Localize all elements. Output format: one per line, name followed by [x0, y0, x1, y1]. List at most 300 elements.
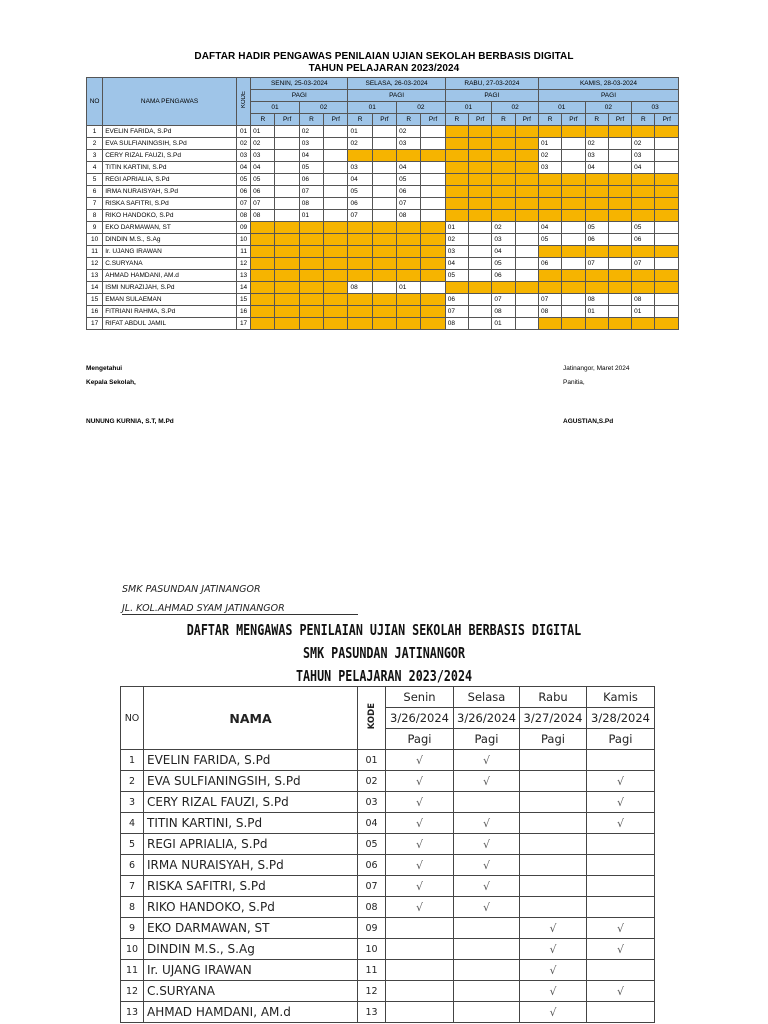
- supervisor-code: 03: [236, 150, 250, 162]
- empty-cell: [587, 897, 655, 918]
- doc1-attendance-table: [86, 77, 679, 330]
- unassigned-cell: [372, 246, 396, 258]
- unassigned-cell: [421, 294, 445, 306]
- school-name: SMK PASUNDAN JATINANGOR: [122, 584, 261, 595]
- room-cell: 02: [445, 234, 468, 246]
- unassigned-cell: [469, 174, 492, 186]
- unassigned-cell: [397, 270, 421, 282]
- table-row: [121, 792, 655, 813]
- empty-cell: [454, 918, 520, 939]
- day-selasa: Selasa: [454, 687, 520, 708]
- room-cell: [655, 258, 679, 270]
- doc2-subtitle: SMK PASUNDAN JATINANGOR: [302, 644, 466, 662]
- check-mark: √: [454, 834, 520, 855]
- room-cell: 04: [348, 174, 372, 186]
- check-mark: √: [587, 792, 655, 813]
- supervisor-code: 07: [236, 198, 250, 210]
- room-cell: 02: [632, 138, 655, 150]
- unassigned-cell: [251, 222, 275, 234]
- day-senin: SENIN, 25-03-2024: [251, 78, 348, 90]
- unassigned-cell: [397, 258, 421, 270]
- principal-name: NUNUNG KURNIA, S.T, M.Pd: [86, 418, 174, 425]
- supervisor-code: 09: [358, 918, 386, 939]
- room-cell: 07: [397, 198, 421, 210]
- empty-cell: [520, 855, 587, 876]
- unassigned-cell: [492, 138, 515, 150]
- empty-cell: [520, 834, 587, 855]
- unassigned-cell: [515, 282, 538, 294]
- room-prf-label: Prf: [372, 114, 396, 126]
- empty-cell: [454, 981, 520, 1002]
- unassigned-cell: [421, 306, 445, 318]
- unassigned-cell: [632, 270, 655, 282]
- unassigned-cell: [608, 174, 631, 186]
- unassigned-cell: [324, 270, 348, 282]
- room-cell: 02: [299, 126, 323, 138]
- unassigned-cell: [397, 294, 421, 306]
- room-cell: 04: [445, 258, 468, 270]
- room-cell: 07: [348, 210, 372, 222]
- supervisor-code: 12: [236, 258, 250, 270]
- supervisor-code: 05: [358, 834, 386, 855]
- row-number: 15: [87, 294, 103, 306]
- empty-cell: [454, 960, 520, 981]
- row-number: 9: [87, 222, 103, 234]
- unassigned-cell: [251, 306, 275, 318]
- room-cell: [608, 294, 631, 306]
- room-cell: 04: [251, 162, 275, 174]
- room-cell: [324, 186, 348, 198]
- unassigned-cell: [585, 246, 608, 258]
- unassigned-cell: [299, 234, 323, 246]
- room-r-label: R: [251, 114, 275, 126]
- room-cell: [372, 186, 396, 198]
- unassigned-cell: [608, 210, 631, 222]
- row-number: 14: [87, 282, 103, 294]
- supervisor-name: EKO DARMAWAN, ST: [103, 222, 237, 234]
- supervisor-name: EVELIN FARIDA, S.Pd: [103, 126, 237, 138]
- date-senin: 3/26/2024: [386, 708, 454, 729]
- unassigned-cell: [445, 282, 468, 294]
- unassigned-cell: [655, 270, 679, 282]
- header-name: NAMA: [144, 687, 358, 750]
- unassigned-cell: [608, 282, 631, 294]
- supervisor-code: 11: [358, 960, 386, 981]
- unassigned-cell: [421, 270, 445, 282]
- empty-cell: [454, 792, 520, 813]
- unassigned-cell: [562, 210, 585, 222]
- room-cell: [655, 162, 679, 174]
- room-cell: [469, 294, 492, 306]
- room-cell: 08: [585, 294, 608, 306]
- check-mark: √: [587, 771, 655, 792]
- unassigned-cell: [299, 222, 323, 234]
- room-cell: [275, 210, 299, 222]
- row-number: 3: [121, 792, 144, 813]
- table-row: [87, 210, 679, 222]
- check-mark: √: [386, 750, 454, 771]
- room-cell: [421, 126, 445, 138]
- room-cell: [562, 138, 585, 150]
- supervisor-name: EMAN SULAEMAN: [103, 294, 237, 306]
- session-label: PAGI: [538, 90, 678, 102]
- room-cell: [608, 234, 631, 246]
- table-row: [87, 234, 679, 246]
- table-row: [87, 282, 679, 294]
- unassigned-cell: [515, 150, 538, 162]
- unassigned-cell: [299, 318, 323, 330]
- room-cell: [515, 318, 538, 330]
- supervisor-name: RIFAT ABDUL JAMIL: [103, 318, 237, 330]
- unassigned-cell: [469, 126, 492, 138]
- unassigned-cell: [324, 222, 348, 234]
- room-cell: 02: [251, 138, 275, 150]
- unassigned-cell: [655, 174, 679, 186]
- room-cell: 07: [492, 294, 515, 306]
- unassigned-cell: [299, 294, 323, 306]
- room-cell: [421, 282, 445, 294]
- room-cell: [372, 210, 396, 222]
- table-row: [87, 150, 679, 162]
- table-row: [121, 876, 655, 897]
- room-cell: [562, 222, 585, 234]
- room-cell: 06: [445, 294, 468, 306]
- room-cell: [562, 294, 585, 306]
- supervisor-code: 14: [236, 282, 250, 294]
- supervisor-name: AHMAD HAMDANI, AM.d: [144, 1002, 358, 1023]
- room-cell: [421, 162, 445, 174]
- row-number: 5: [87, 174, 103, 186]
- supervisor-name: ISMI NURAZIJAH, S.Pd: [103, 282, 237, 294]
- row-number: 2: [121, 771, 144, 792]
- supervisor-code: 13: [358, 1002, 386, 1023]
- unassigned-cell: [275, 294, 299, 306]
- supervisor-name: REGI APRIALIA, S.Pd: [103, 174, 237, 186]
- check-mark: √: [454, 750, 520, 771]
- supervisor-code: 08: [358, 897, 386, 918]
- supervisor-code: 02: [236, 138, 250, 150]
- room-cell: [372, 162, 396, 174]
- unassigned-cell: [492, 150, 515, 162]
- room-cell: 03: [397, 138, 421, 150]
- unassigned-cell: [251, 318, 275, 330]
- session-label: Pagi: [454, 729, 520, 750]
- room-cell: 08: [492, 306, 515, 318]
- room-cell: 06: [492, 270, 515, 282]
- supervisor-code: 02: [358, 771, 386, 792]
- room-cell: [515, 234, 538, 246]
- unassigned-cell: [608, 246, 631, 258]
- unassigned-cell: [538, 270, 561, 282]
- room-cell: 06: [251, 186, 275, 198]
- unassigned-cell: [372, 222, 396, 234]
- day-kamis: Kamis: [587, 687, 655, 708]
- table-row: [87, 258, 679, 270]
- unassigned-cell: [562, 246, 585, 258]
- unassigned-cell: [469, 162, 492, 174]
- unassigned-cell: [538, 198, 561, 210]
- unassigned-cell: [632, 210, 655, 222]
- row-number: 6: [121, 855, 144, 876]
- header-no: NO: [121, 687, 144, 750]
- unassigned-cell: [515, 138, 538, 150]
- row-number: 2: [87, 138, 103, 150]
- row-number: 5: [121, 834, 144, 855]
- unassigned-cell: [397, 150, 421, 162]
- room-cell: [469, 234, 492, 246]
- unassigned-cell: [445, 198, 468, 210]
- room-cell: [469, 246, 492, 258]
- day-selasa: SELASA, 26-03-2024: [348, 78, 445, 90]
- check-mark: √: [386, 834, 454, 855]
- room-cell: 01: [348, 126, 372, 138]
- room-cell: [421, 186, 445, 198]
- supervisor-name: EKO DARMAWAN, ST: [144, 918, 358, 939]
- unassigned-cell: [585, 318, 608, 330]
- room-cell: [655, 138, 679, 150]
- check-mark: √: [454, 855, 520, 876]
- supervisor-code: 08: [236, 210, 250, 222]
- room-r-label: R: [348, 114, 372, 126]
- unassigned-cell: [275, 270, 299, 282]
- room-cell: [372, 174, 396, 186]
- room-cell: [608, 222, 631, 234]
- room-cell: [608, 162, 631, 174]
- unassigned-cell: [421, 258, 445, 270]
- unassigned-cell: [655, 210, 679, 222]
- supervisor-name: IRMA NURAISYAH, S.Pd: [103, 186, 237, 198]
- row-number: 1: [87, 126, 103, 138]
- table-row: [87, 138, 679, 150]
- supervisor-name: EVA SULFIANINGSIH, S.Pd: [144, 771, 358, 792]
- unassigned-cell: [515, 210, 538, 222]
- room-cell: 01: [397, 282, 421, 294]
- empty-cell: [386, 1002, 454, 1023]
- check-mark: √: [587, 981, 655, 1002]
- table-row: [87, 198, 679, 210]
- room-prf-label: Prf: [655, 114, 679, 126]
- unassigned-cell: [324, 318, 348, 330]
- unassigned-cell: [251, 294, 275, 306]
- unassigned-cell: [632, 126, 655, 138]
- room-cell: 02: [397, 126, 421, 138]
- room-cell: 04: [492, 246, 515, 258]
- room-cell: [372, 282, 396, 294]
- unassigned-cell: [562, 174, 585, 186]
- room-cell: 06: [585, 234, 608, 246]
- unassigned-cell: [608, 126, 631, 138]
- unassigned-cell: [632, 282, 655, 294]
- room-cell: 01: [445, 222, 468, 234]
- room-cell: [421, 174, 445, 186]
- room-cell: [372, 126, 396, 138]
- supervisor-name: RIKO HANDOKO, S.Pd: [103, 210, 237, 222]
- room-cell: [608, 258, 631, 270]
- supervisor-code: 15: [236, 294, 250, 306]
- empty-cell: [454, 1002, 520, 1023]
- supervisor-name: EVELIN FARIDA, S.Pd: [144, 750, 358, 771]
- unassigned-cell: [469, 198, 492, 210]
- unassigned-cell: [348, 306, 372, 318]
- table-row: [121, 918, 655, 939]
- room-cell: 03: [538, 162, 561, 174]
- empty-cell: [520, 792, 587, 813]
- room-cell: 08: [299, 198, 323, 210]
- table-row: [121, 813, 655, 834]
- room-cell: 01: [585, 306, 608, 318]
- supervisor-name: DINDIN M.S., S.Ag: [144, 939, 358, 960]
- table-row: [121, 1002, 655, 1023]
- room-cell: 05: [632, 222, 655, 234]
- room-cell: 03: [492, 234, 515, 246]
- unassigned-cell: [632, 174, 655, 186]
- unassigned-cell: [275, 246, 299, 258]
- room-cell: 03: [299, 138, 323, 150]
- room-cell: 05: [251, 174, 275, 186]
- table-row: [87, 222, 679, 234]
- doc2-year: TAHUN PELAJARAN 2023/2024: [295, 667, 473, 685]
- table-row: [87, 270, 679, 282]
- supervisor-name: CERY RIZAL FAUZI, S.Pd: [144, 792, 358, 813]
- date-rabu: 3/27/2024: [520, 708, 587, 729]
- supervisor-name: RISKA SAFITRI, S.Pd: [144, 876, 358, 897]
- supervisor-code: 10: [358, 939, 386, 960]
- unassigned-cell: [421, 234, 445, 246]
- room-cell: 07: [585, 258, 608, 270]
- room-cell: [655, 306, 679, 318]
- empty-cell: [587, 1002, 655, 1023]
- check-mark: √: [454, 876, 520, 897]
- row-number: 9: [121, 918, 144, 939]
- row-number: 10: [121, 939, 144, 960]
- room-cell: 07: [538, 294, 561, 306]
- unassigned-cell: [632, 318, 655, 330]
- supervisor-name: EVA SULFIANINGSIH, S.Pd: [103, 138, 237, 150]
- room-label: 03: [632, 102, 679, 114]
- unassigned-cell: [655, 186, 679, 198]
- unassigned-cell: [445, 126, 468, 138]
- sign-right-2: Panitia,: [563, 379, 585, 386]
- sign-left-1: Mengetahui: [86, 365, 123, 372]
- room-r-label: R: [585, 114, 608, 126]
- school-address: JL. KOL.AHMAD SYAM JATINANGOR: [122, 603, 358, 615]
- check-mark: √: [520, 918, 587, 939]
- unassigned-cell: [348, 258, 372, 270]
- row-number: 12: [121, 981, 144, 1002]
- unassigned-cell: [492, 174, 515, 186]
- room-cell: 03: [445, 246, 468, 258]
- unassigned-cell: [538, 186, 561, 198]
- committee-name: AGUSTIAN,S.Pd: [563, 418, 614, 425]
- unassigned-cell: [585, 126, 608, 138]
- room-r-label: R: [397, 114, 421, 126]
- unassigned-cell: [348, 294, 372, 306]
- unassigned-cell: [299, 270, 323, 282]
- row-number: 4: [121, 813, 144, 834]
- room-cell: [655, 294, 679, 306]
- room-cell: [324, 198, 348, 210]
- row-number: 7: [87, 198, 103, 210]
- unassigned-cell: [632, 246, 655, 258]
- check-mark: √: [587, 813, 655, 834]
- unassigned-cell: [372, 318, 396, 330]
- check-mark: √: [587, 918, 655, 939]
- unassigned-cell: [324, 306, 348, 318]
- doc1-subtitle: TAHUN PELAJARAN 2023/2024: [308, 63, 460, 74]
- supervisor-code: 04: [236, 162, 250, 174]
- supervisor-name: REGI APRIALIA, S.Pd: [144, 834, 358, 855]
- supervisor-name: Ir. UJANG IRAWAN: [144, 960, 358, 981]
- row-number: 17: [87, 318, 103, 330]
- room-cell: [421, 198, 445, 210]
- row-number: 1: [121, 750, 144, 771]
- unassigned-cell: [445, 150, 468, 162]
- room-cell: [275, 162, 299, 174]
- unassigned-cell: [469, 186, 492, 198]
- supervisor-code: 16: [236, 306, 250, 318]
- unassigned-cell: [251, 246, 275, 258]
- unassigned-cell: [251, 282, 275, 294]
- room-prf-label: Prf: [469, 114, 492, 126]
- unassigned-cell: [324, 246, 348, 258]
- empty-cell: [520, 876, 587, 897]
- row-number: 16: [87, 306, 103, 318]
- unassigned-cell: [251, 270, 275, 282]
- room-cell: 04: [585, 162, 608, 174]
- unassigned-cell: [492, 126, 515, 138]
- supervisor-code: 12: [358, 981, 386, 1002]
- unassigned-cell: [397, 318, 421, 330]
- row-number: 4: [87, 162, 103, 174]
- room-cell: 05: [538, 234, 561, 246]
- room-cell: [515, 306, 538, 318]
- unassigned-cell: [275, 282, 299, 294]
- room-cell: [324, 162, 348, 174]
- room-cell: [324, 150, 348, 162]
- supervisor-name: FITRIANI RAHMA, S.Pd: [103, 306, 237, 318]
- room-cell: 05: [397, 174, 421, 186]
- room-cell: [324, 138, 348, 150]
- empty-cell: [520, 771, 587, 792]
- supervisor-name: RISKA SAFITRI, S.Pd: [103, 198, 237, 210]
- empty-cell: [587, 834, 655, 855]
- unassigned-cell: [562, 198, 585, 210]
- row-number: 6: [87, 186, 103, 198]
- room-cell: 06: [538, 258, 561, 270]
- unassigned-cell: [372, 306, 396, 318]
- unassigned-cell: [397, 246, 421, 258]
- check-mark: √: [520, 1002, 587, 1023]
- day-senin: Senin: [386, 687, 454, 708]
- unassigned-cell: [538, 282, 561, 294]
- supervisor-name: C.SURYANA: [103, 258, 237, 270]
- date-kamis: 3/28/2024: [587, 708, 655, 729]
- room-cell: [608, 138, 631, 150]
- check-mark: √: [386, 771, 454, 792]
- unassigned-cell: [445, 162, 468, 174]
- check-mark: √: [454, 771, 520, 792]
- empty-cell: [520, 750, 587, 771]
- unassigned-cell: [397, 306, 421, 318]
- unassigned-cell: [608, 270, 631, 282]
- row-number: 8: [121, 897, 144, 918]
- sign-right-1: Jatinangor, Maret 2024: [563, 365, 630, 372]
- unassigned-cell: [538, 246, 561, 258]
- supervisor-code: 17: [236, 318, 250, 330]
- table-row: [87, 162, 679, 174]
- unassigned-cell: [632, 186, 655, 198]
- date-selasa: 3/26/2024: [454, 708, 520, 729]
